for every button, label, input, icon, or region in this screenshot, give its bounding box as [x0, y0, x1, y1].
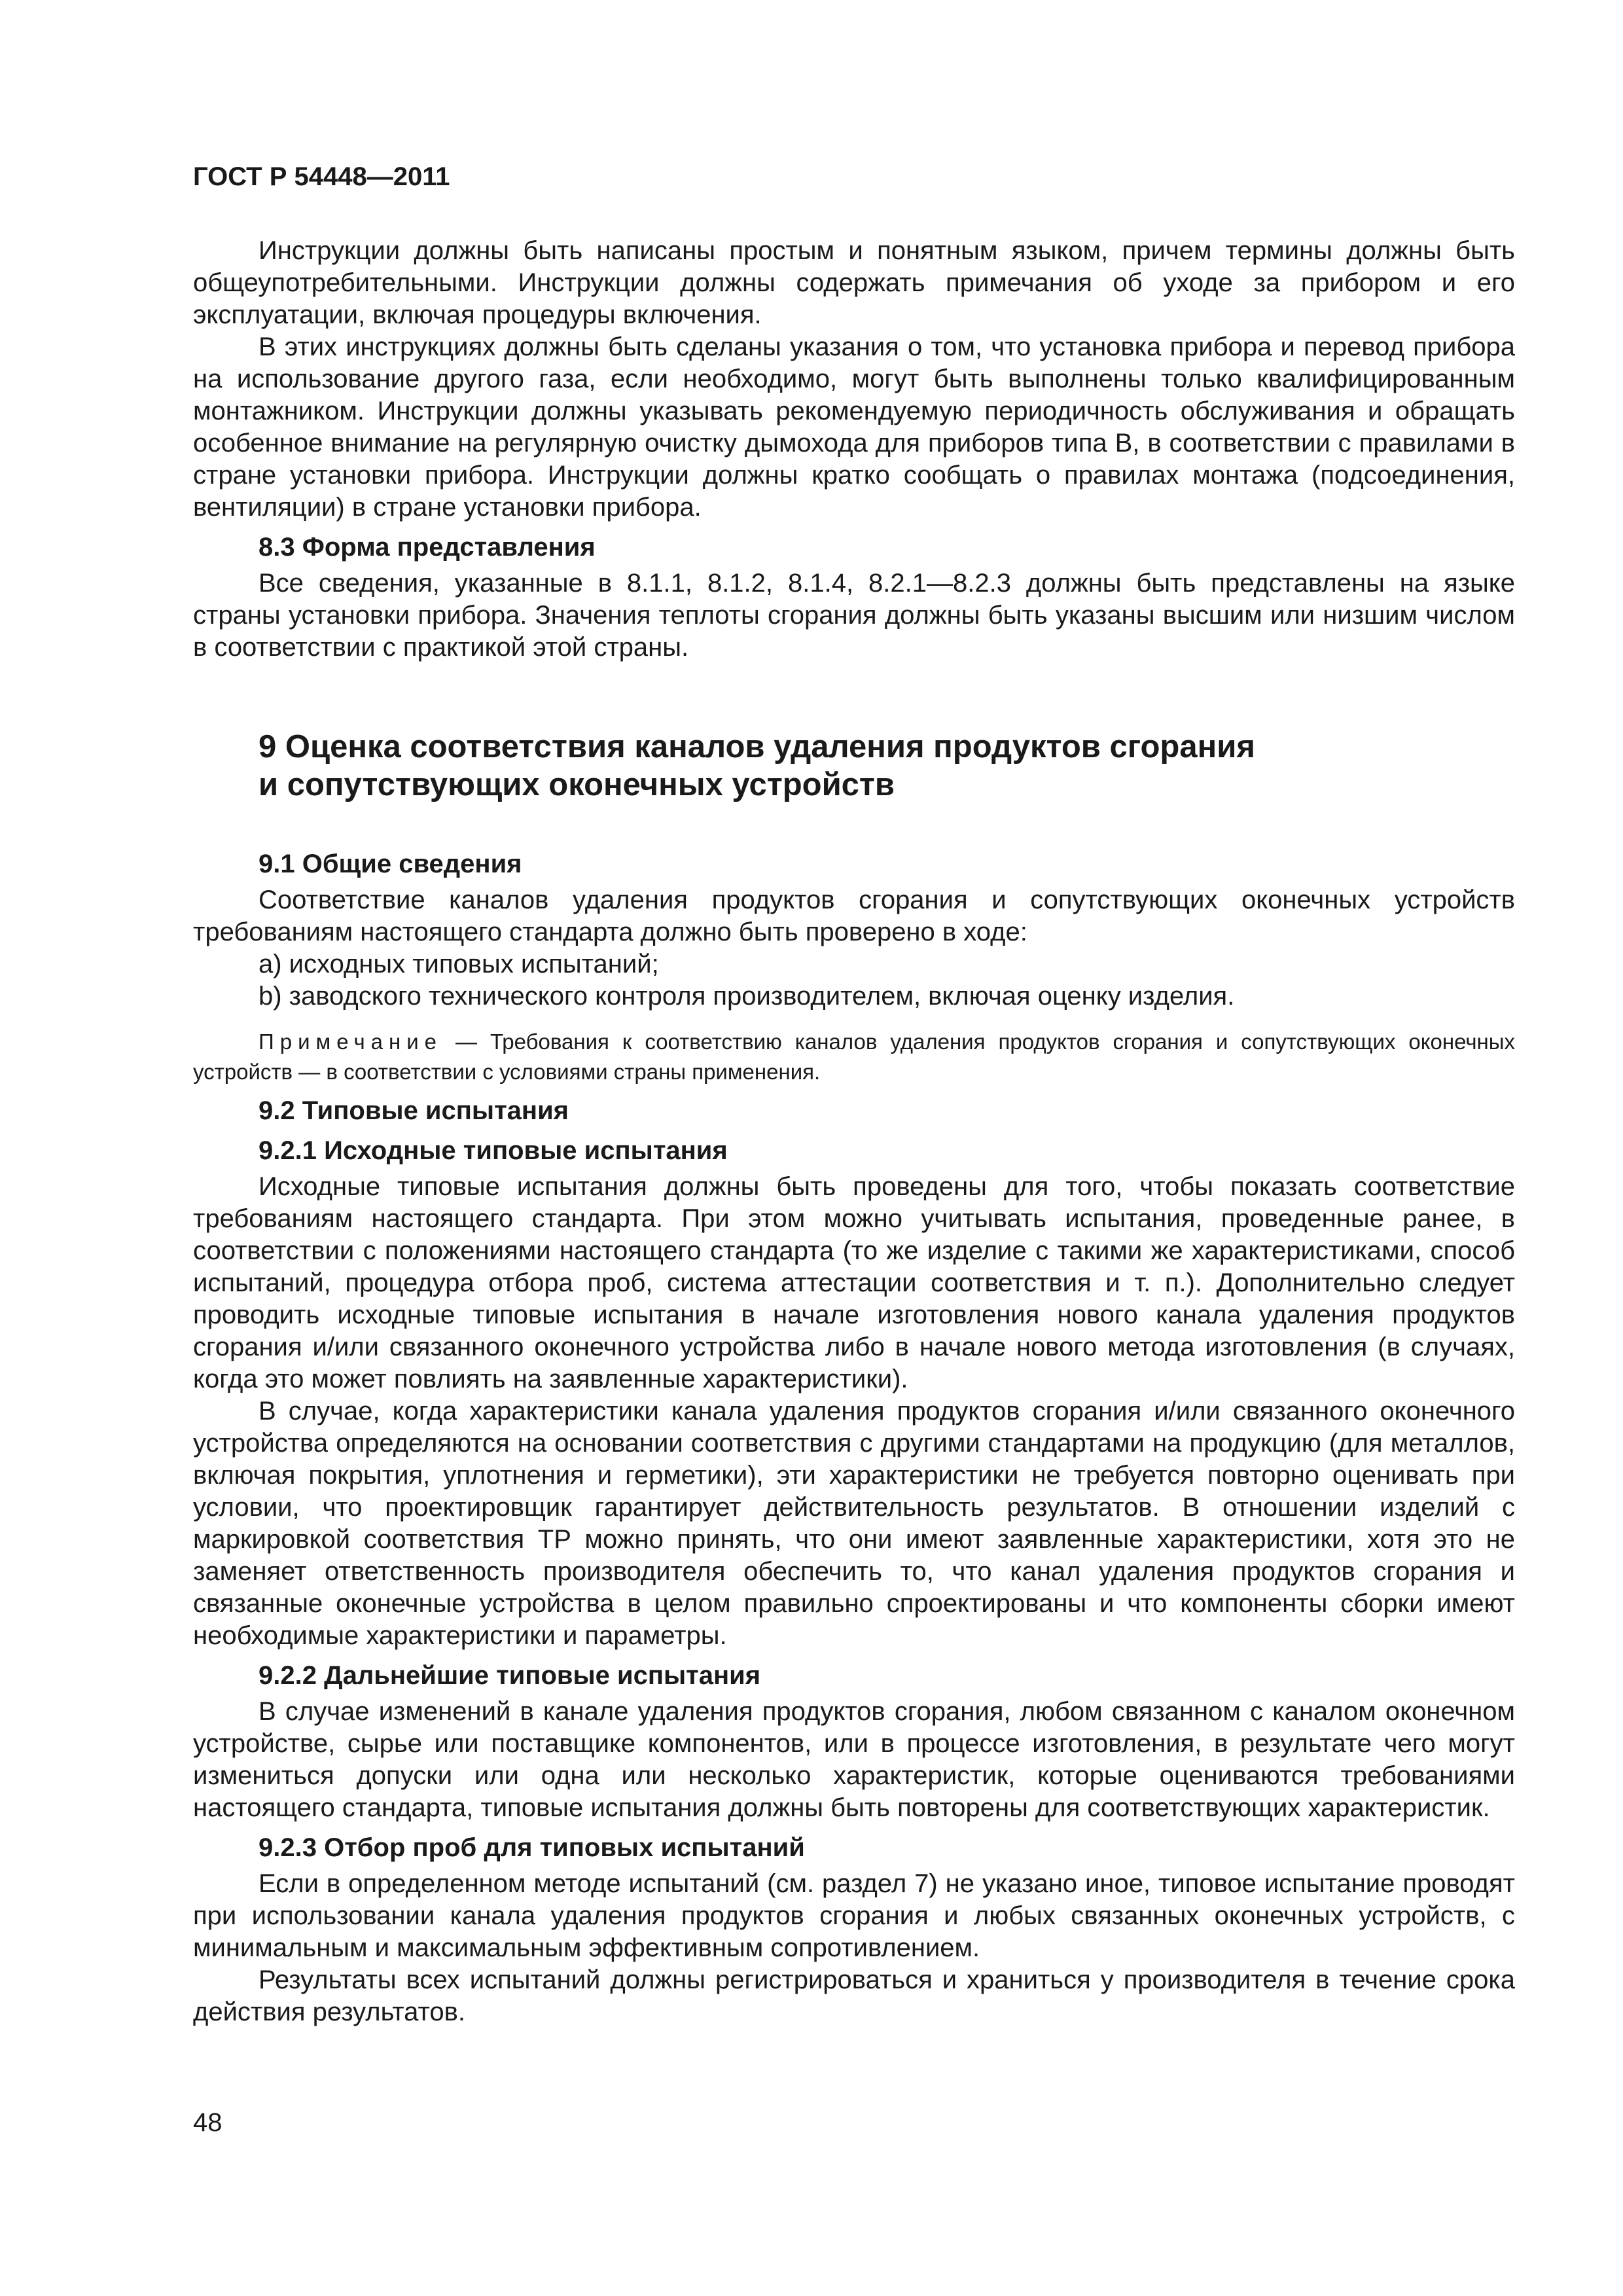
intro-paragraph-1: Инструкции должны быть написаны простым и понятным языком, причем термины должны быть общеупотребительными. Инструкции должны содержать примечания об уходе за прибором и его эксплуатации, включая процедуры включения. — [193, 236, 1515, 329]
section-9-2-1-heading: 9.2.1 Исходные типовые испытания — [259, 1136, 728, 1165]
section-9-2-3-heading: 9.2.3 Отбор проб для типовых испытаний — [259, 1833, 805, 1862]
section-9-2-2-paragraph: В случае изменений в канале удаления продуктов сгорания, любом связанном с каналом оконечном устройстве, сырье или поставщике компонентов, или в процессе изготовления, в результате чего могут измениться допуски или одна или несколько характеристик, которые оцениваются требованиями настоящего стандарта, типовые испытания должны быть повторены для соответствующих характеристик. — [193, 1697, 1515, 1822]
section-9-title — [259, 728, 1515, 804]
page-number: 48 — [193, 2108, 223, 2137]
list-item-a: a) исходных типовых испытаний; — [259, 950, 659, 978]
section-9-1-paragraph: Соответствие каналов удаления продуктов сгорания и сопутствующих оконечных устройств требованиям настоящего стандарта должно быть проверено в ходе: — [193, 886, 1515, 946]
document-page — [193, 160, 1515, 2028]
note-label: Примечание — [259, 1030, 443, 1054]
note — [193, 1027, 1515, 1087]
section-9-1-heading: 9.1 Общие сведения — [259, 850, 522, 878]
section-9-2-3-paragraph-2: Результаты всех испытаний должны регистрироваться и храниться у производителя в течение срока действия результатов. — [193, 1965, 1515, 2026]
document-code-header: ГОСТ Р 54448—2011 — [193, 162, 450, 191]
section-9-title-line-1: 9 Оценка соответствия каналов удаления продуктов сгорания — [259, 729, 1255, 764]
section-8-3-heading: 8.3 Форма представления — [259, 533, 596, 562]
section-9-2-heading: 9.2 Типовые испытания — [259, 1096, 569, 1125]
list-item-b: b) заводского технического контроля производителем, включая оценку изделия. — [259, 982, 1235, 1011]
section-9-2-1-paragraph-2: В случае, когда характеристики канала удаления продуктов сгорания и/или связанного оконечного устройства определяются на основании соответствия с другими стандартами на продукцию (для металлов, включая покрытия, уплотнения и герметики), эти характеристики не требуется повторно оценивать при условии, что проектировщик гарантирует действительность результатов. В отношении изделий с маркировкой соответствия ТР можно принять, что они имеют заявленные характеристики, хотя это не заменяет ответственность производителя обеспечить то, что канал удаления продуктов сгорания и связанные оконечные устройства в целом правильно спроектированы и что компоненты сборки имеют необходимые характеристики и параметры. — [193, 1397, 1515, 1650]
section-9-2-1-paragraph-1: Исходные типовые испытания должны быть проведены для того, чтобы показать соответствие требованиям настоящего стандарта. При этом можно учитывать испытания, проведенные ранее, в соответствии с положениями настоящего стандарта (то же изделие с такими же характеристиками, способ испытаний, процедура отбора проб, система аттестации соответствия и т. п.). Дополнительно следует проводить исходные типовые испытания в начале изготовления нового канала удаления продуктов сгорания и/или связанного оконечного устройства либо в начале нового метода изготовления (в случаях, когда это может повлиять на заявленные характеристики). — [193, 1172, 1515, 1393]
section-9-2-2-heading: 9.2.2 Дальнейшие типовые испытания — [259, 1661, 761, 1690]
section-8-3-paragraph: Все сведения, указанные в 8.1.1, 8.1.2, 8.1.4, 8.2.1—8.2.3 должны быть представлены на языке страны установки прибора. Значения теплоты сгорания должны быть указаны высшим или низшим числом в соответствии с практикой этой страны. — [193, 569, 1515, 662]
intro-paragraph-2: В этих инструкциях должны быть сделаны указания о том, что установка прибора и перевод прибора на использование другого газа, если необходимо, могут быть выполнены только квалифицированным монтажником. Инструкции должны указывать рекомендуемую периодичность обслуживания и обращать особенное внимание на регулярную очистку дымохода для приборов типа B, в соответствии с правилами в стране установки прибора. Инструкции должны кратко сообщать о правилах монтажа (подсоединения, вентиляции) в стране установки прибора. — [193, 332, 1515, 522]
section-9-2-3-paragraph-1: Если в определенном методе испытаний (см. раздел 7) не указано иное, типовое испытание проводят при использовании канала удаления продуктов сгорания и любых связанных оконечных устройств, с минимальным и максимальным эффективным сопротивлением. — [193, 1869, 1515, 1962]
section-9-title-line-2: и сопутствующих оконечных устройств — [259, 767, 895, 802]
note-text: — Требования к соответствию каналов удаления продуктов сгорания и сопутствующих оконечных устройств — в соответствии с условиями страны применения. — [193, 1030, 1515, 1084]
